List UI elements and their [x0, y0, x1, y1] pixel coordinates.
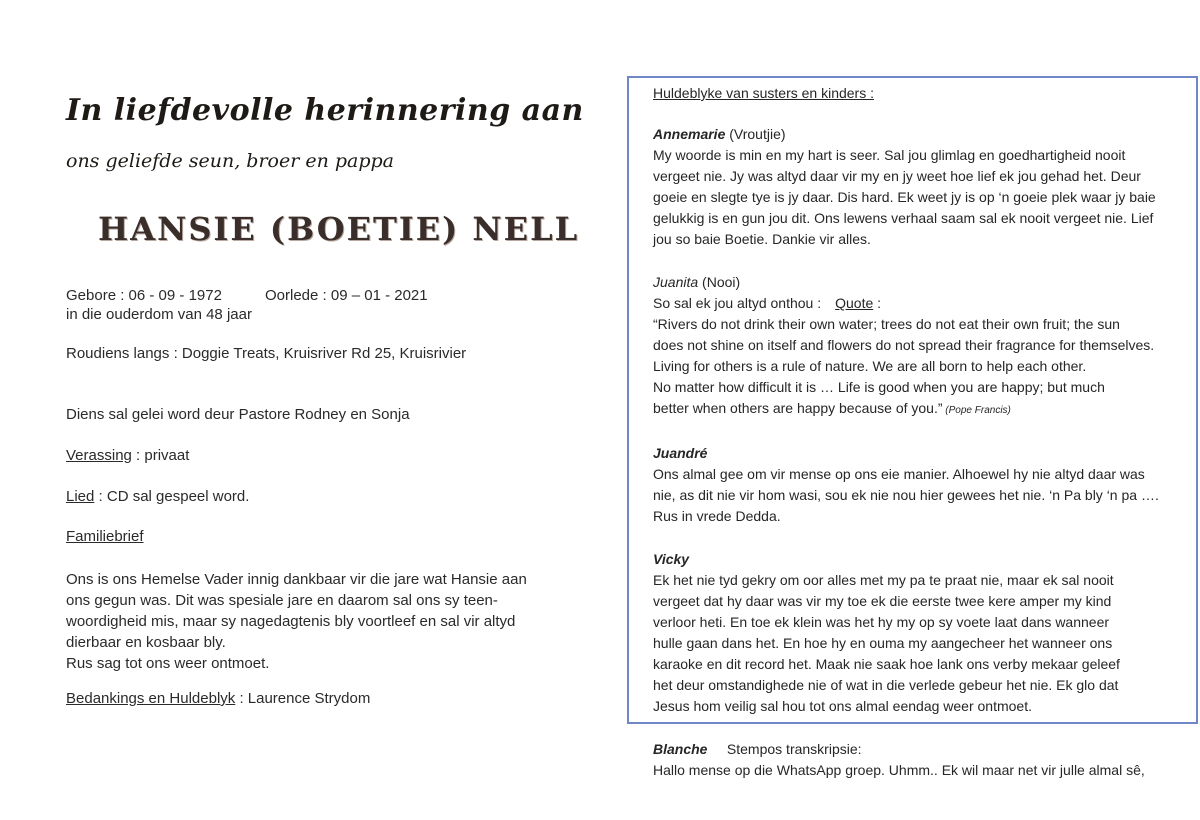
verassing-line	[66, 447, 189, 464]
familiebrief-heading: Familiebrief	[66, 528, 144, 545]
tribute-annemarie	[653, 124, 1196, 250]
lied-label: Lied	[66, 488, 95, 505]
tribute-text: Ek het nie tyd gekry om oor alles met my pa te praat nie, maar ek sal nooit vergeet dat hy daar was vir my toe ek die eerste twee kere amper my kind verloor heti. En toe ek klein was het hy my op sy voete laat dans wanneer hulle gaan dans het. En hoe hy en ouma my aangecheer het wanneer ons karaoke en dit record het. Maak nie saak hoe lank ons verby mekaar geleef het deur omstandighede nie of wat in die verlede gebeur het nie. Ek glo dat Jesus hom veilig sal hou tot ons almal eendag weer ontmoet.	[653, 572, 1120, 714]
memorial-title: In liefdevolle herinnering aan	[66, 93, 584, 128]
bedankings-label: Bedankings en Huldeblyk	[66, 690, 236, 707]
verassing-value: : privaat	[131, 447, 190, 464]
diens-line: Diens sal gelei word deur Pastore Rodney en Sonja	[66, 406, 410, 423]
tribute-blanche	[653, 739, 1196, 781]
quote-suffix: :	[873, 295, 882, 311]
tribute-nickname: (Vroutjie)	[725, 126, 786, 142]
tribute-suffix: Stempos transkripsie:	[707, 741, 862, 757]
tribute-text: Hallo mense op die WhatsApp groep. Uhmm.. Ek wil maar net vir julle almal sê,	[653, 762, 1145, 778]
tribute-name: Juanita	[653, 274, 699, 290]
tribute-name: Vicky	[653, 551, 690, 567]
roudiens-line: Roudiens langs : Doggie Treats, Kruisriver Rd 25, Kruisrivier	[66, 345, 467, 362]
tribute-text: My woorde is min en my hart is seer. Sal jou glimlag en goedhartigheid nooit vergeet nie. Jy was altyd daar vir my en jy weet hoe lief ek jou gehad het. Deur goeie en slegte tye is jy daar. Dis hard. Ek weet jy is op ‘n goeie plek waar jy baie gelukkig is en gun jou dit. Ons lewens verhaal saam sal ek nooit vergeet nie. Lief jou so baie Boetie. Dankie vir alles.	[653, 147, 1156, 247]
bedankings-line	[66, 690, 370, 707]
age-line: in die ouderdom van 48 jaar	[66, 306, 252, 323]
memorial-subtitle: ons geliefde seun, broer en pappa	[66, 150, 395, 172]
tribute-name: Blanche	[653, 741, 708, 757]
tributes-panel	[627, 76, 1198, 778]
tribute-name: Juandré	[653, 445, 708, 461]
tribute-vicky	[653, 549, 1196, 717]
birth-date: Gebore : 06 - 09 - 1972	[66, 287, 222, 304]
familiebrief-text: Ons is ons Hemelse Vader innig dankbaar vir die jare wat Hansie aan ons gegun was. Dit was spesiale jare en daarom sal ons sy teen- woordigheid mis, maar sy nagedagtenis bly voortleef en sal vir altyd dierbaar en kosbaar bly. Rus sag tot ons weer ontmoet.	[66, 571, 527, 672]
tribute-text: Ons almal gee om vir mense op ons eie manier. Alhoewel hy nie altyd daar was nie, as dit nie vir hom wasi, sou ek nie nou hier gewees het nie. ‘n Pa bly ‘n pa …. Rus in vrede Dedda.	[653, 466, 1159, 524]
verassing-label: Verassing	[66, 447, 132, 464]
bedankings-value: : Laurence Strydom	[235, 690, 371, 707]
death-date: Oorlede : 09 – 01 - 2021	[265, 287, 428, 304]
tribute-nickname: (Nooi)	[698, 274, 741, 290]
quote-attribution: (Pope Francis)	[942, 405, 1011, 416]
lied-value: : CD sal gespeel word.	[94, 488, 250, 505]
tribute-juanita	[653, 272, 1196, 421]
tributes-header: Huldeblyke van susters en kinders :	[653, 85, 874, 101]
deceased-name: HANSIE (BOETIE) NELL	[98, 210, 580, 248]
quote-label: Quote	[835, 295, 874, 311]
lied-line	[66, 488, 249, 505]
tribute-text: “Rivers do not drink their own water; trees do not eat their own fruit; the sun does not shine on itself and flowers do not spread their fragrance for themselves. Living for others is a rule of nature. We are all born to help each other. No matter how difficult it is … Life is good when you are happy; but much better when others are happy because of you.”	[653, 316, 1155, 416]
tribute-juandre	[653, 443, 1196, 527]
tribute-intro: So sal ek jou altyd onthou :	[653, 295, 822, 311]
tribute-name: Annemarie	[653, 126, 726, 142]
